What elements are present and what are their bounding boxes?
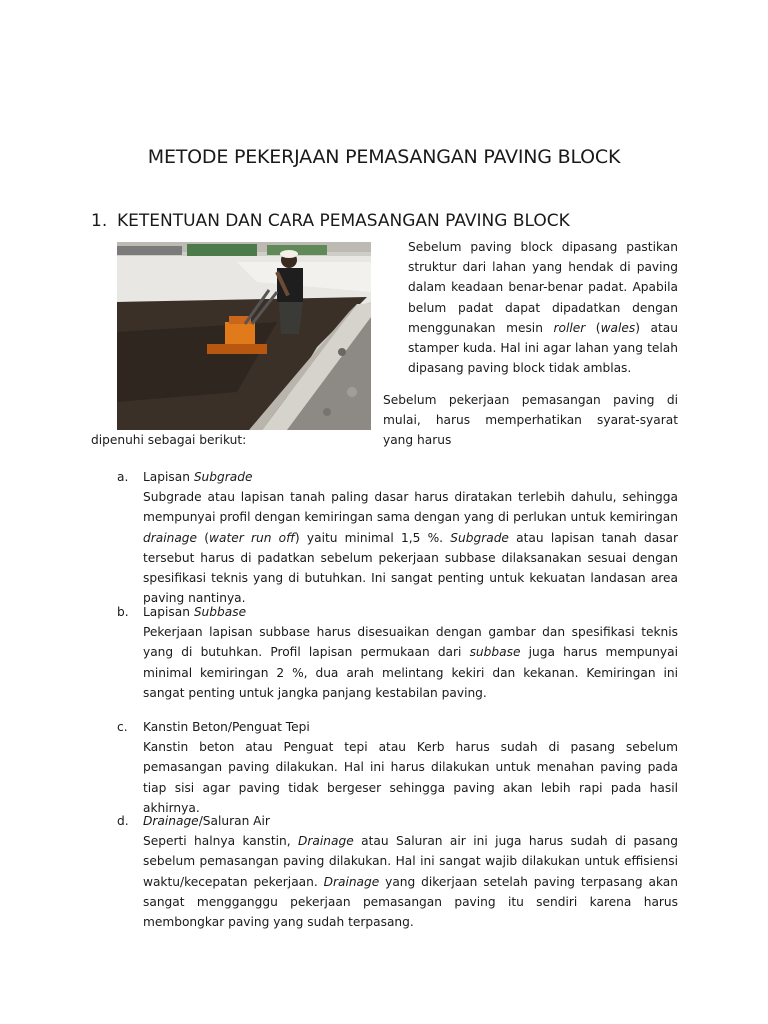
list-marker: d. (117, 814, 129, 828)
section-heading (91, 211, 570, 231)
body-text-d: atau lapisan tanah dasar tersebut harus di padatkan sebelum pekerjaan subbase dilaksanakan sesuai dengan spesifikasi teknis yang di butuhkan. Ini sangat penting untuk kekuatan landasan area paving nantinya. (143, 530, 678, 606)
intro-text-b: ( (585, 320, 601, 335)
body-drainage-1: Drainage (298, 834, 354, 849)
intro-text-c: ) atau stamper kuda. Hal ini agar lahan yang telah dipasang paving block tidak amblas. (408, 320, 678, 376)
body-text-a: Seperti halnya kanstin, (143, 834, 299, 849)
intro-wales: wales (600, 320, 636, 335)
paving-compactor-photo (117, 242, 371, 430)
heading-plain: /Saluran Air (198, 814, 270, 828)
list-item-heading: Kanstin Beton/Penguat Tepi (143, 720, 310, 734)
list-item-subbase (117, 602, 678, 703)
body-text-c: ) yaitu minimal 1,5 %. (294, 530, 451, 545)
list-item-body (143, 831, 678, 932)
body-drainage-2: Drainage (323, 874, 380, 889)
body-subbase: subbase (469, 645, 521, 660)
body-text-c: yang dikerjaan setelah paving terpasang akan sangat mengganggu pekerjaan pemasangan paving itu sendiri karena harus membongkar paving yang sudah terpasang. (143, 874, 678, 930)
body-drainage: drainage (143, 530, 198, 545)
heading-italic: Subbase (193, 605, 247, 619)
list-item-body (143, 487, 678, 608)
list-marker: b. (117, 605, 129, 619)
intro-text-a: Sebelum paving block dipasang pastikan struktur dari lahan yang hendak di paving dalam keadaan benar-benar padat. Apabila belum padat dapat dipadatkan dengan menggunakan mesin (408, 240, 678, 335)
heading-italic: Drainage (143, 814, 199, 828)
requirements-intro-line1: Sebelum pekerjaan pemasangan paving di mulai, harus memperhatikan syarat-syarat yang harus (383, 393, 678, 448)
section-heading-text: KETENTUAN DAN CARA PEMASANGAN PAVING BLOCK (117, 211, 570, 231)
body-text-a: Subgrade atau lapisan tanah paling dasar harus diratakan terlebih dahulu, sehingga mempunyai profil dengan kemiringan sama dengan yang di perlukan untuk kemiringan (143, 490, 678, 525)
body-text-b: atau Saluran air ini juga harus sudah di pasang sebelum pemasangan paving dilakukan. Hal ini sangat wajib dilakukan untuk effisiensi waktu/kecepatan pekerjaan. (143, 834, 678, 889)
page-title: METODE PEKERJAAN PEMASANGAN PAVING BLOCK (147, 146, 621, 168)
body-text-a: Pekerjaan lapisan subbase harus disesuaikan dengan gambar dan spesifikasi teknis yang di butuhkan. Profil lapisan permukaan dari (143, 625, 678, 660)
list-item-kanstin (117, 717, 678, 818)
list-item-heading (143, 467, 678, 487)
list-item-heading (143, 811, 678, 831)
body-subgrade: Subgrade (450, 530, 509, 545)
heading-italic: Subgrade (193, 470, 253, 484)
section-number: 1. (91, 211, 108, 231)
body-text-b: ( (197, 530, 210, 545)
heading-plain: Lapisan (143, 605, 194, 619)
requirements-intro-line2: dipenuhi sebagai berikut: (91, 433, 247, 447)
intro-paragraph (408, 237, 678, 378)
body-water-run-off: water run off (209, 530, 295, 545)
list-item-drainage (117, 811, 678, 932)
list-item-body (143, 622, 678, 703)
heading-plain: Lapisan (143, 470, 194, 484)
list-marker: a. (117, 470, 129, 484)
list-item-subgrade (117, 467, 678, 608)
photo-illustration (117, 242, 371, 430)
list-item-body: Kanstin beton atau Penguat tepi atau Kerb harus sudah di pasang sebelum pemasangan paving dilakukan. Hal ini harus dilakukan untuk menahan paving pada tiap sisi agar paving tidak bergeser sehingga paving akan lebih rapi pada hasil akhirnya. (143, 740, 678, 815)
list-marker: c. (117, 720, 128, 734)
list-item-heading (143, 602, 678, 622)
intro-roller: roller (553, 320, 586, 335)
body-text-b: juga harus mempunyai minimal kemiringan 2 %, dua arah melintang kekiri dan kekanan. Kemiringan ini sangat penting untuk jangka panjang kestabilan paving. (143, 645, 678, 700)
